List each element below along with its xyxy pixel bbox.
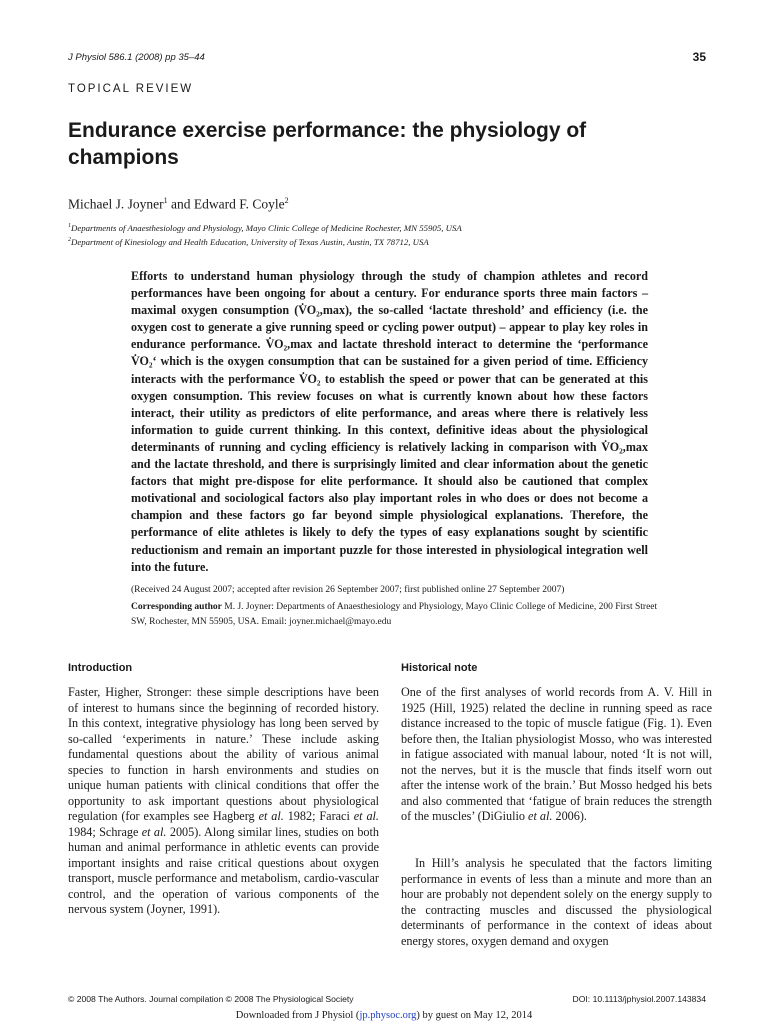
author-list <box>68 196 289 213</box>
et-al: et al. <box>258 809 284 823</box>
doi: DOI: 10.1113/jphysiol.2007.143834 <box>572 994 706 1004</box>
body-text: 2006). <box>552 809 587 823</box>
journal-link[interactable]: jp.physoc.org <box>359 1010 417 1021</box>
received-dates: (Received 24 August 2007; accepted after revision 26 September 2007; first published online 27 September 2007) <box>131 585 565 595</box>
corresponding-author-label: Corresponding author <box>131 602 222 612</box>
corresponding-author <box>131 600 671 630</box>
page-number: 35 <box>692 50 706 64</box>
section-label: TOPICAL REVIEW <box>68 83 194 95</box>
download-notice <box>0 1010 768 1021</box>
affiliation-2-text: Department of Kinesiology and Health Education, University of Texas Austin, Austin, TX 78712, USA <box>71 237 429 247</box>
affiliation-2-mark: 2 <box>68 237 71 244</box>
author-2-affil-mark: 2 <box>284 196 289 205</box>
abstract <box>131 268 648 576</box>
affiliation-1-text: Departments of Anaesthesiology and Physiology, Mayo Clinic College of Medicine Rochester, MN 55905, USA <box>71 223 462 233</box>
vo2-symbol: V̇O₂ <box>298 371 321 386</box>
body-text: 2005). Along similar lines, studies on both human and animal performance in athletic events can provide important insights and raise critical questions about oxygen transport, muscle performance and metabolism, cardio-vascular control, and the operation of various components of the nervous system (Joyner, 1991). <box>68 824 379 916</box>
vo2-symbol: V̇O₂ <box>131 354 153 369</box>
author-1: Michael J. Joyner <box>68 196 164 212</box>
journal-reference: J Physiol 586.1 (2008) pp 35–44 <box>68 52 205 63</box>
abstract-text: to establish the speed or power that can be generated at this oxygen consumption. This review focuses on what is currently known about how these factors interact, their utility as predictors of elite performance, and areas where there is relatively less information to guide current thinking. In this context, definitive ideas about the physiological determinants of running and cycling efficiency is relatively lacking in comparison with <box>131 371 649 454</box>
author-1-affil-mark: 1 <box>163 196 168 205</box>
affiliation-2 <box>68 237 429 247</box>
body-text: One of the first analyses of world records from A. V. Hill in 1925 (Hill, 1925) related the decline in running speed as race distance increased to the topic of muscle fatigue (Fig. 1). Even before then, the Italian physiologist Mosso, who was interested in fatigue associated with manual labour, noted ‘It is not will, not the nerves, but it is the muscle that finds itself worn out after the intense work of the brain.’ But Mosso hedged his bets and also commented that ‘fatigue of brain reduces the strength of the muscles’ (DiGiulio <box>401 685 712 823</box>
et-al: et al. <box>353 809 379 823</box>
author-2: and Edward F. Coyle <box>167 196 285 212</box>
vo2max-symbol: V̇O₂,max <box>601 439 648 454</box>
download-prefix: Downloaded from J Physiol ( <box>235 1010 360 1021</box>
et-al: et al. <box>528 809 553 823</box>
abstract-text: Efforts to understand human physiology through the study of champion athletes and record performances have been ongoing for about a century. For endurance sports three main factors – maximal oxygen consumption ( <box>131 269 648 318</box>
abstract-text: ), the so-called ‘lactate threshold’ and efficiency (i.e. the oxygen cost to generate a give running speed or cycling power output) – appear to play key roles in endurance performance. <box>131 303 648 352</box>
introduction-paragraph <box>68 685 379 918</box>
historical-paragraph-2: In Hill’s analysis he speculated that the factors limiting performance in events of less than a minute and more than an hour are probably not dependent solely on the energy supply to the contracting muscles and discussed the physiological determinants of performance in the context of ideas about energy stores, oxygen demand and oxygen <box>401 856 712 948</box>
vo2max-symbol: V̇O₂,max <box>265 337 313 352</box>
copyright-notice: © 2008 The Authors. Journal compilation © 2008 The Physiological Society <box>68 994 354 1004</box>
article-title: Endurance exercise performance: the physiology of champions <box>68 119 587 169</box>
historical-note-heading: Historical note <box>401 662 478 674</box>
affiliation-1-mark: 1 <box>68 223 71 230</box>
abstract-text: ‘ which is the oxygen consumption that can be sustained for a given period of time. Efficiency interacts with the performance <box>131 354 648 386</box>
body-text: Faster, Higher, Stronger: these simple descriptions have been of interest to humans since the beginning of recorded history. In this context, integrative physiology has long been served by so-called ‘experiments in nature.’ These include asking fundamental questions about the ability of various animal species to function in harsh environments and studies on unique human patients with clinical conditions that offer the opportunity to ask important questions about physiological regulation (for examples see Hagberg <box>68 685 379 823</box>
abstract-text: and lactate threshold interact to determine the ‘performance <box>312 337 648 352</box>
download-suffix: ) by guest on May 12, 2014 <box>416 1010 533 1021</box>
body-text: 1984; Schrage <box>68 824 142 839</box>
abstract-text: and the lactate threshold, and there is surprisingly limited and clear information about the genetic factors that might pre-dispose for elite performance. It should also be cautioned that complex motivational and sociological factors also play important roles in who does or does not become a champion and these factors go far beyond simple physiological explanations. Therefore, the performance of elite athletes is likely to defy the types of easy explanations sought by scientific reductionism and remain an important puzzle for those interested in physiological integration well into the future. <box>131 457 648 574</box>
historical-paragraph-1 <box>401 685 712 825</box>
body-text: 1982; Faraci <box>283 809 354 823</box>
affiliation-1 <box>68 223 462 233</box>
vo2max-symbol: V̇O₂,max <box>298 303 345 318</box>
corresponding-author-text: M. J. Joyner: Departments of Anaesthesiology and Physiology, Mayo Clinic College of Medicine, 200 First Street SW, Rochester, MN 55905, USA. Email: joyner.michael@mayo.edu <box>131 602 658 627</box>
et-al: et al. <box>141 824 167 839</box>
introduction-heading: Introduction <box>68 662 133 674</box>
